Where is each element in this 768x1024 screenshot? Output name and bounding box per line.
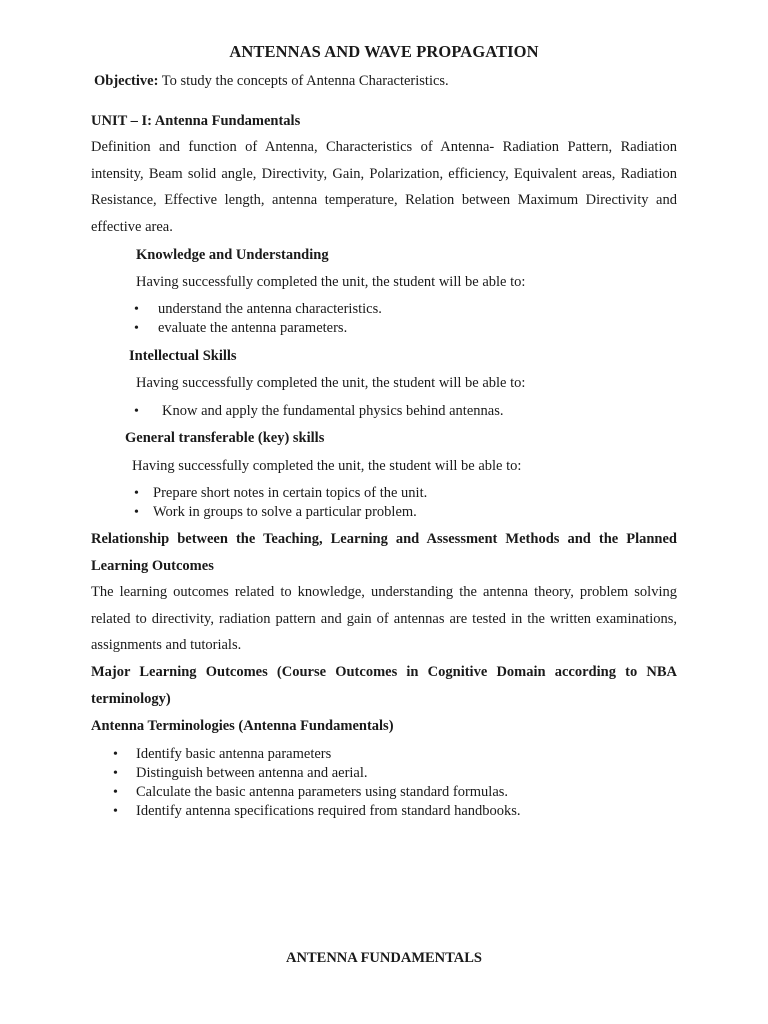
list-item: • understand the antenna characteristics.	[134, 301, 382, 317]
objective-label: Objective:	[94, 73, 159, 89]
major-outcomes-heading: Major Learning Outcomes (Course Outcomes in Cognitive Domain according to NBA terminology)	[91, 664, 677, 707]
list-item: • Work in groups to solve a particular problem.	[134, 504, 417, 520]
transferable-list	[134, 484, 427, 522]
bullet-icon: •	[113, 785, 118, 800]
bullet-icon: •	[134, 302, 139, 317]
relationship-heading: Relationship between the Teaching, Learning and Assessment Methods and the Planned Learning Outcomes	[91, 531, 677, 574]
intellectual-list	[134, 402, 503, 421]
list-item: • Distinguish between antenna and aerial.	[113, 765, 368, 781]
list-item: • Calculate the basic antenna parameters using standard formulas.	[113, 784, 509, 800]
terminologies-heading: Antenna Terminologies (Antenna Fundamentals)	[91, 718, 394, 734]
list-item: • evaluate the antenna parameters.	[134, 320, 348, 336]
objective-text: To study the concepts of Antenna Characteristics.	[158, 73, 449, 89]
list-item: • Identify antenna specifications required from standard handbooks.	[113, 803, 521, 819]
terminologies-list	[113, 745, 521, 821]
bullet-icon: •	[113, 747, 118, 762]
list-item: • Know and apply the fundamental physics behind antennas.	[134, 403, 504, 419]
intellectual-intro: Having successfully completed the unit, the student will be able to:	[136, 375, 526, 391]
bullet-icon: •	[134, 505, 139, 520]
list-item: • Prepare short notes in certain topics of the unit.	[134, 485, 428, 501]
knowledge-list	[134, 300, 382, 338]
knowledge-intro: Having successfully completed the unit, the student will be able to:	[136, 274, 526, 290]
document-title: ANTENNAS AND WAVE PROPAGATION	[229, 42, 539, 61]
knowledge-heading: Knowledge and Understanding	[136, 247, 329, 263]
bullet-icon: •	[113, 804, 118, 819]
section-footer-title: ANTENNA FUNDAMENTALS	[286, 950, 482, 966]
transferable-heading: General transferable (key) skills	[125, 430, 325, 446]
intellectual-heading: Intellectual Skills	[129, 348, 237, 364]
list-item: • Identify basic antenna parameters	[113, 746, 332, 762]
bullet-icon: •	[134, 486, 139, 501]
bullet-icon: •	[134, 404, 139, 419]
bullet-icon: •	[113, 766, 118, 781]
bullet-icon: •	[134, 321, 139, 336]
relationship-paragraph: The learning outcomes related to knowledge, understanding the antenna theory, problem solving related to directivity, radiation pattern and gain of antennas are tested in the written examinations, assignments and tutorials.	[91, 584, 677, 654]
objective-line	[94, 73, 449, 90]
unit-paragraph: Definition and function of Antenna, Characteristics of Antenna- Radiation Pattern, Radiation intensity, Beam solid angle, Directivity, Gain, Polarization, efficiency, Equivalent areas, Radiation Resistance, Effective length, antenna temperature, Relation between Maximum Directivity and effective area.	[91, 139, 677, 236]
transferable-intro: Having successfully completed the unit, the student will be able to:	[132, 458, 522, 474]
unit-heading: UNIT – I: Antenna Fundamentals	[91, 113, 301, 129]
